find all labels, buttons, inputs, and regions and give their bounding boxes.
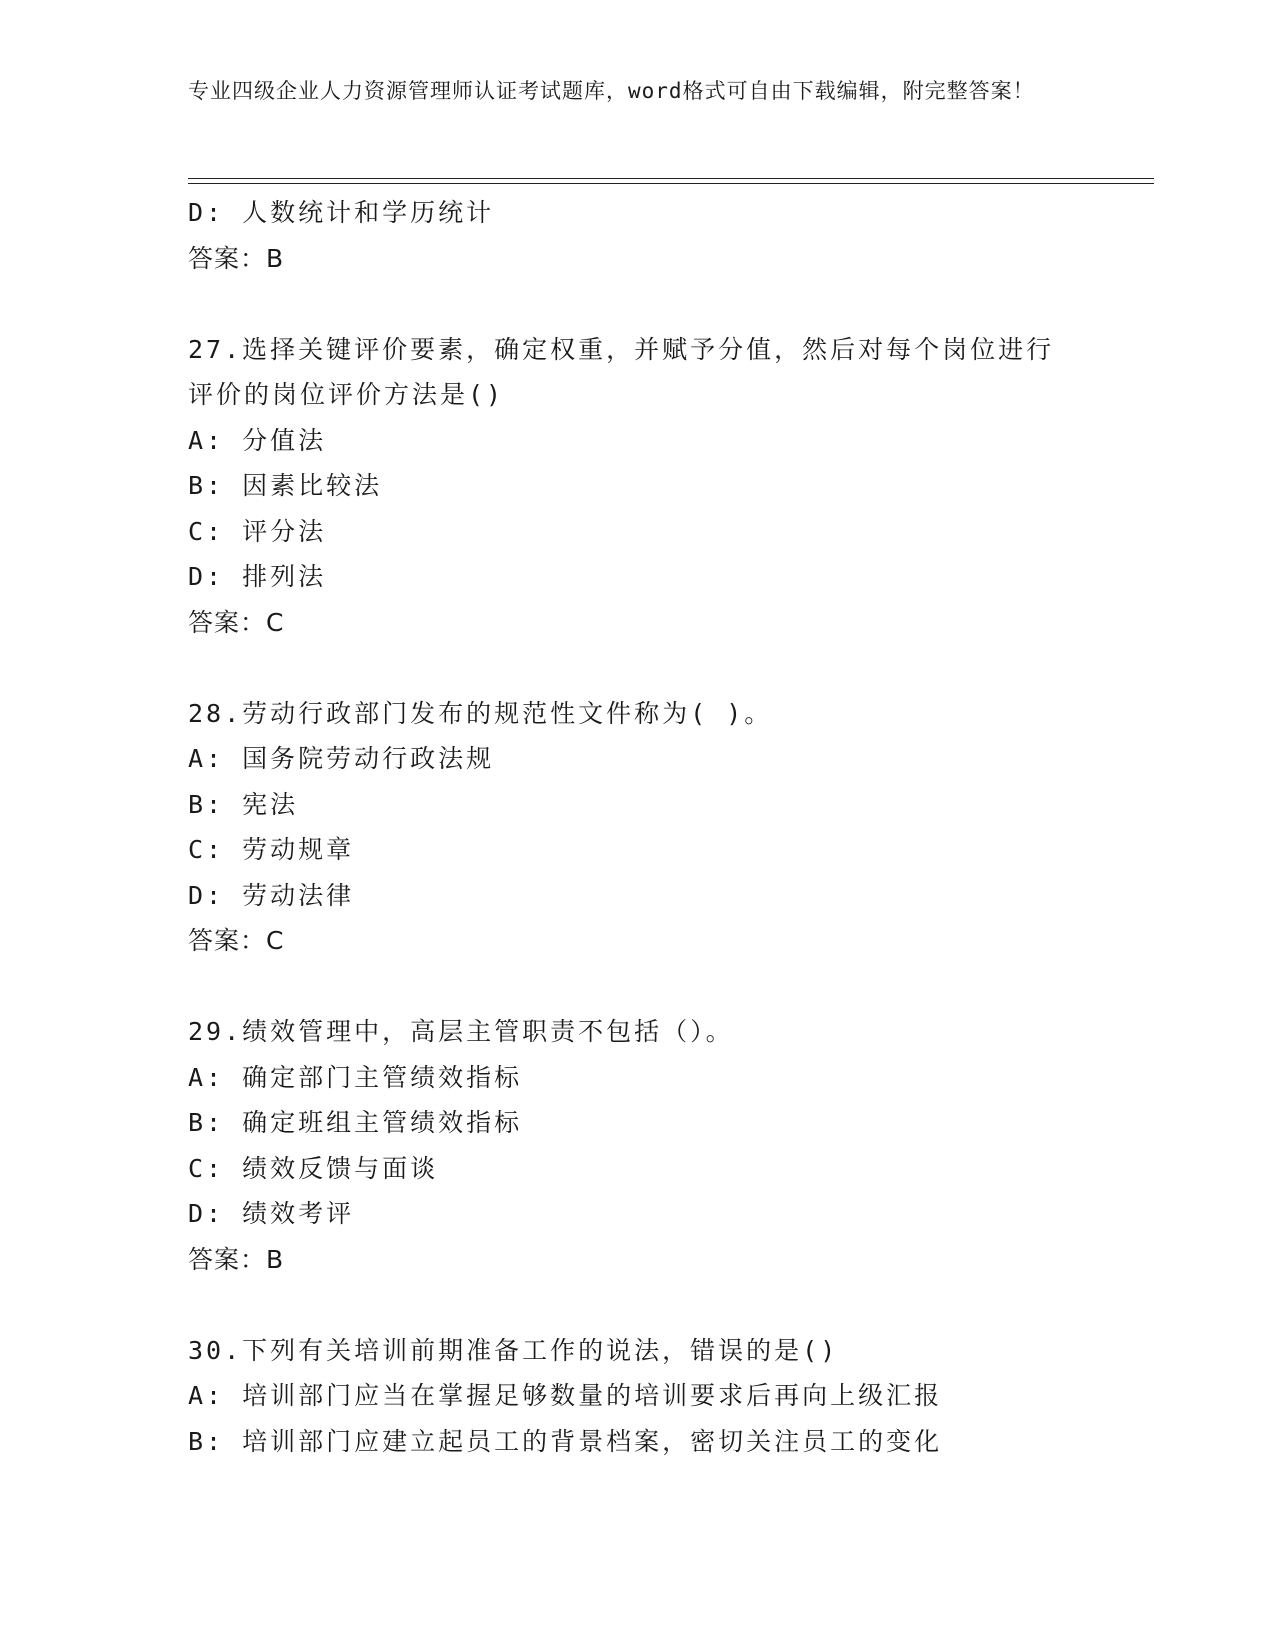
option-line: C: 评分法 <box>188 516 327 546</box>
question-stem: 28.劳动行政部门发布的规范性文件称为( )。 <box>188 698 773 728</box>
question-list <box>188 190 1088 1464</box>
document-header <box>188 76 1068 107</box>
question-29 <box>188 1009 1088 1282</box>
option-line: B: 确定班组主管绩效指标 <box>188 1108 523 1137</box>
option-line: B: 因素比较法 <box>188 471 383 500</box>
spacer <box>188 1282 1088 1328</box>
option-line: B: 培训部门应建立起员工的背景档案，密切关注员工的变化 <box>188 1426 943 1456</box>
option-line: C: 劳动规章 <box>188 835 355 864</box>
option-line: C: 绩效反馈与面谈 <box>188 1153 439 1183</box>
spacer <box>188 281 1088 327</box>
option-line: D: 劳动法律 <box>188 880 355 910</box>
option-line: D: 绩效考评 <box>188 1199 355 1228</box>
option-line: D: 排列法 <box>188 562 327 591</box>
option-line: B: 宪法 <box>188 789 299 819</box>
question-stem: 29.绩效管理中，高层主管职责不包括（）。 <box>188 1017 734 1046</box>
question-stem: 评价的岗位评价方法是() <box>188 380 505 409</box>
question-stem: 27.选择关键评价要素，确定权重，并赋予分值，然后对每个岗位进行 <box>188 334 1055 364</box>
option-line: A: 确定部门主管绩效指标 <box>188 1062 523 1092</box>
question-stem: 30.下列有关培训前期准备工作的说法，错误的是() <box>188 1335 839 1365</box>
answer-line: 答案：B <box>188 1244 285 1274</box>
answer-line: 答案：C <box>188 607 285 637</box>
option-line: A: 培训部门应当在掌握足够数量的培训要求后再向上级汇报 <box>188 1381 943 1410</box>
spacer <box>188 645 1088 691</box>
question-30 <box>188 1328 1088 1465</box>
header-divider-bottom <box>188 183 1154 184</box>
option-line: A: 国务院劳动行政法规 <box>188 744 495 773</box>
answer-line: 答案：C <box>188 926 285 955</box>
option-line: D: 人数统计和学历统计 <box>188 198 495 227</box>
header-text: 专业四级企业人力资源管理师认证考试题库，word格式可自由下载编辑，附完整答案！ <box>188 79 1035 103</box>
option-line: A: 分值法 <box>188 425 327 455</box>
question-28 <box>188 691 1088 964</box>
header-divider-top <box>188 178 1154 179</box>
spacer <box>188 964 1088 1010</box>
answer-line: 答案：B <box>188 243 285 273</box>
question-27 <box>188 327 1088 646</box>
